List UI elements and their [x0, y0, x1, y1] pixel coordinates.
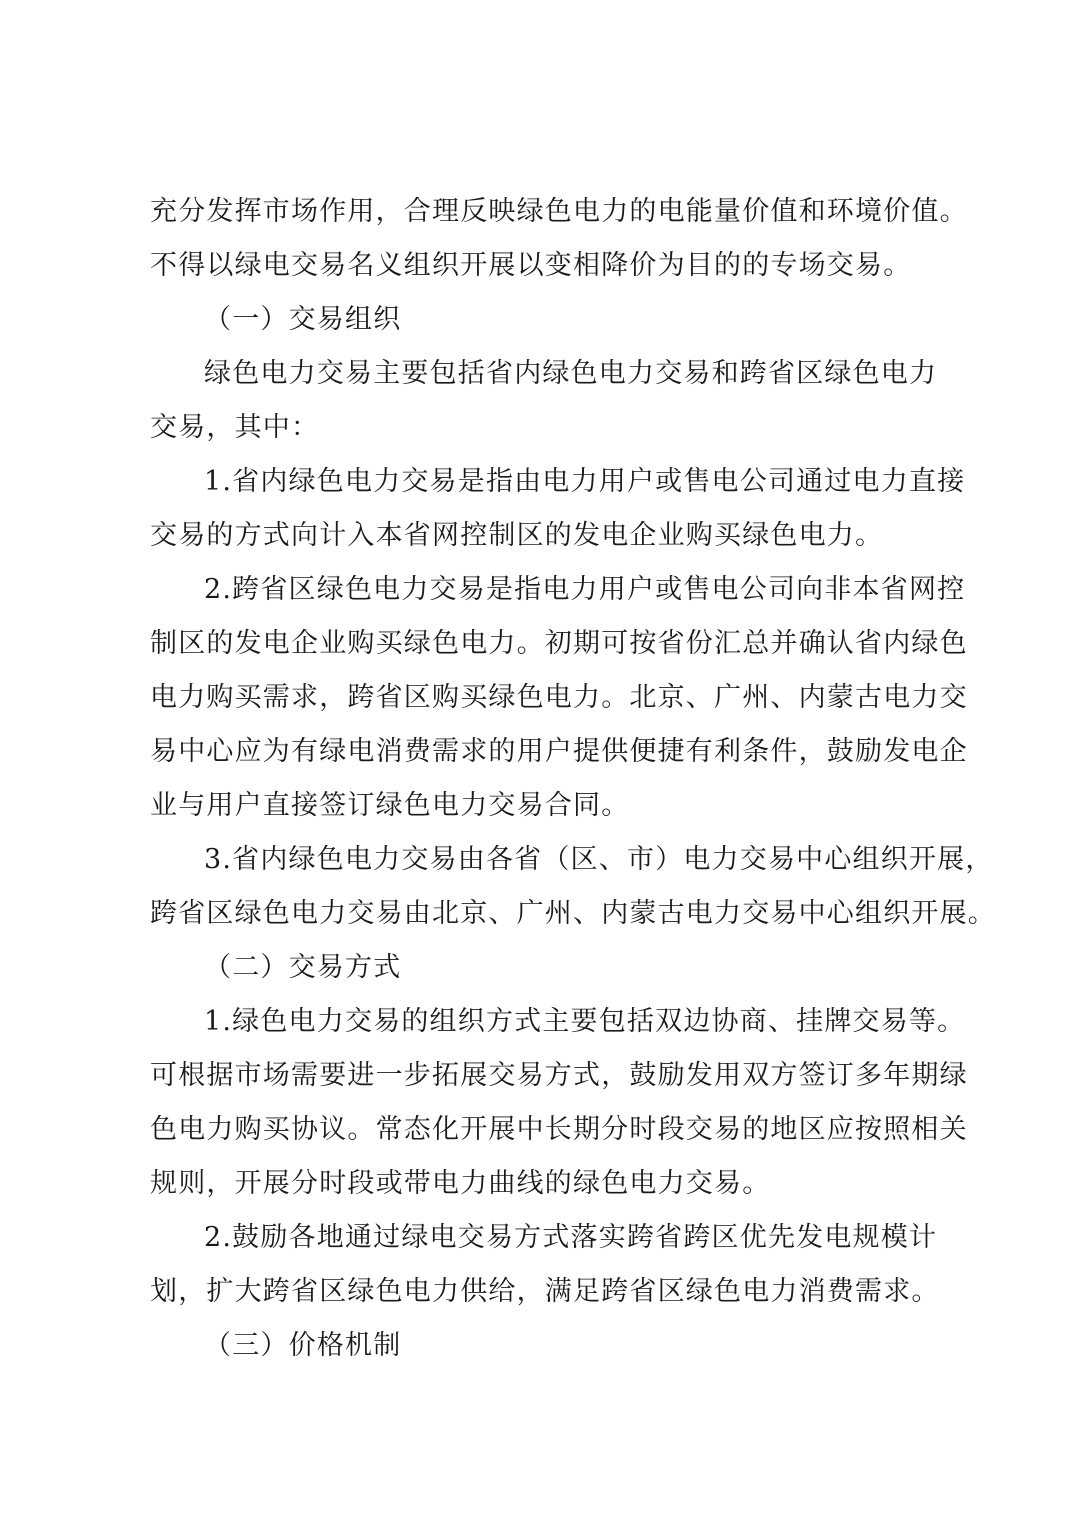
paragraph-line: 交易，其中： [150, 412, 320, 443]
paragraph-line: 易中心应为有绿电消费需求的用户提供便捷有利条件，鼓励发电企 [150, 736, 968, 767]
paragraph-line: 2.跨省区绿色电力交易是指电力用户或售电公司向非本省网控 [204, 574, 966, 605]
paragraph-line: 3.省内绿色电力交易由各省（区、市）电力交易中心组织开展， [204, 844, 994, 875]
section-heading: （一）交易组织 [204, 304, 402, 335]
paragraph-line: 划，扩大跨省区绿色电力供给，满足跨省区绿色电力消费需求。 [150, 1276, 940, 1307]
paragraph-line: 2.鼓励各地通过绿电交易方式落实跨省跨区优先发电规模计 [204, 1222, 938, 1253]
paragraph-line: 充分发挥市场作用，合理反映绿色电力的电能量价值和环境价值。 [150, 196, 968, 227]
section-heading: （三）价格机制 [204, 1330, 402, 1361]
paragraph-line: 1.绿色电力交易的组织方式主要包括双边协商、挂牌交易等。 [204, 1006, 966, 1037]
paragraph-line: 制区的发电企业购买绿色电力。初期可按省份汇总并确认省内绿色 [150, 628, 968, 659]
paragraph-line: 电力购买需求，跨省区购买绿色电力。北京、广州、内蒙古电力交 [150, 682, 968, 713]
paragraph-line: 可根据市场需要进一步拓展交易方式，鼓励发用双方签订多年期绿 [150, 1060, 968, 1091]
paragraph-line: 交易的方式向计入本省网控制区的发电企业购买绿色电力。 [150, 520, 884, 551]
paragraph-line: 业与用户直接签订绿色电力交易合同。 [150, 790, 630, 821]
paragraph-line: 绿色电力交易主要包括省内绿色电力交易和跨省区绿色电力 [204, 358, 938, 389]
paragraph-line: 色电力购买协议。常态化开展中长期分时段交易的地区应按照相关 [150, 1114, 968, 1145]
paragraph-line: 1.省内绿色电力交易是指由电力用户或售电公司通过电力直接 [204, 466, 966, 497]
paragraph-line: 不得以绿电交易名义组织开展以变相降价为目的的专场交易。 [150, 250, 912, 281]
paragraph-line: 跨省区绿色电力交易由北京、广州、内蒙古电力交易中心组织开展。 [150, 898, 996, 929]
section-heading: （二）交易方式 [204, 952, 402, 983]
paragraph-line: 规则，开展分时段或带电力曲线的绿色电力交易。 [150, 1168, 771, 1199]
